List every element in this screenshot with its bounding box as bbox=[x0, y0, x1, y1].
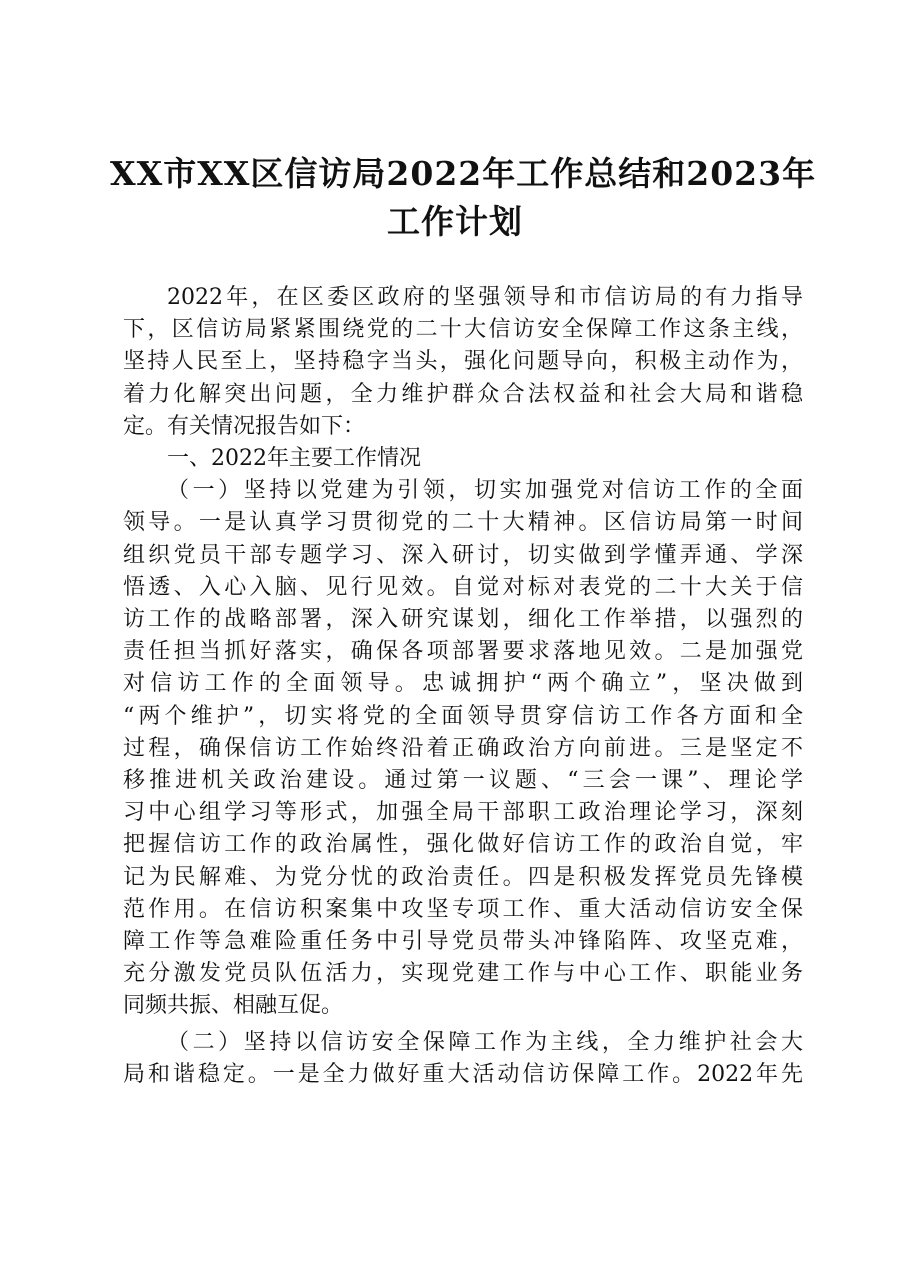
document-title bbox=[110, 150, 817, 246]
paragraph-line: 2022年，在区委区政府的坚强领导和市信访局的有力指导 bbox=[167, 285, 803, 310]
paragraph-line: 领导。一是认真学习贯彻党的二十大精神。区信访局第一时间 bbox=[123, 510, 803, 536]
title-line-1: XX市XX区信访局2022年工作总结和2023年 bbox=[110, 154, 817, 193]
paragraph-line: 悟透、入心入脑、见行见效。自觉对标对表党的二十大关于信 bbox=[123, 574, 803, 600]
paragraph-line: 组织党员干部专题学习、深入研讨，切实做到学懂弄通、学深 bbox=[123, 542, 803, 568]
paragraph-line: 过程，确保信访工作始终沿着正确政治方向前进。三是坚定不 bbox=[123, 735, 803, 761]
paragraph-line: 充分激发党员队伍活力，实现党建工作与中心工作、职能业务 bbox=[123, 961, 803, 987]
paragraph-line: 责任担当抓好落实，确保各项部署要求落地见效。二是加强党 bbox=[123, 639, 803, 665]
paragraph-line: （二）坚持以信访安全保障工作为主线，全力维护社会大 bbox=[167, 1029, 803, 1055]
document-body bbox=[123, 282, 803, 1091]
paragraph-line: “两个维护”，切实将党的全面领导贯穿信访工作各方面和全 bbox=[123, 703, 803, 729]
subsection-paragraph-2 bbox=[123, 1027, 803, 1091]
paragraph-line: 坚持人民至上，坚持稳字当头，强化问题导向，积极主动作为， bbox=[123, 349, 803, 375]
section-heading-text: 一、2022年主要工作情况 bbox=[167, 446, 421, 472]
paragraph-line: 习中心组学习等形式，加强全局干部职工政治理论学习，深刻 bbox=[123, 800, 803, 826]
subsection-paragraph-1 bbox=[123, 475, 803, 1022]
paragraph-line: 同频共振、相融互促。 bbox=[123, 993, 344, 1019]
paragraph-line: 局和谐稳定。一是全力做好重大活动信访保障工作。2022年先 bbox=[123, 1061, 803, 1087]
paragraph-line: （一）坚持以党建为引领，切实加强党对信访工作的全面 bbox=[167, 478, 803, 504]
title-line-2: 工作计划 bbox=[387, 202, 523, 241]
section-heading bbox=[123, 443, 803, 475]
paragraph-line: 移推进机关政治建设。通过第一议题、“三会一课”、理论学 bbox=[123, 768, 803, 794]
intro-paragraph bbox=[123, 282, 803, 443]
paragraph-line: 访工作的战略部署，深入研究谋划，细化工作举措，以强烈的 bbox=[123, 607, 803, 633]
paragraph-line: 下，区信访局紧紧围绕党的二十大信访安全保障工作这条主线， bbox=[123, 317, 803, 343]
paragraph-line: 着力化解突出问题，全力维护群众合法权益和社会大局和谐稳 bbox=[123, 381, 803, 407]
paragraph-line: 定。有关情况报告如下： bbox=[123, 413, 366, 439]
paragraph-line: 障工作等急难险重任务中引导党员带头冲锋陷阵、攻坚克难， bbox=[123, 929, 803, 955]
paragraph-line: 把握信访工作的政治属性，强化做好信访工作的政治自觉，牢 bbox=[123, 832, 803, 858]
paragraph-line: 记为民解难、为党分忧的政治责任。四是积极发挥党员先锋模 bbox=[123, 864, 803, 890]
paragraph-line: 范作用。在信访积案集中攻坚专项工作、重大活动信访安全保 bbox=[123, 896, 803, 922]
paragraph-line: 对信访工作的全面领导。忠诚拥护“两个确立”，坚决做到 bbox=[123, 671, 803, 697]
